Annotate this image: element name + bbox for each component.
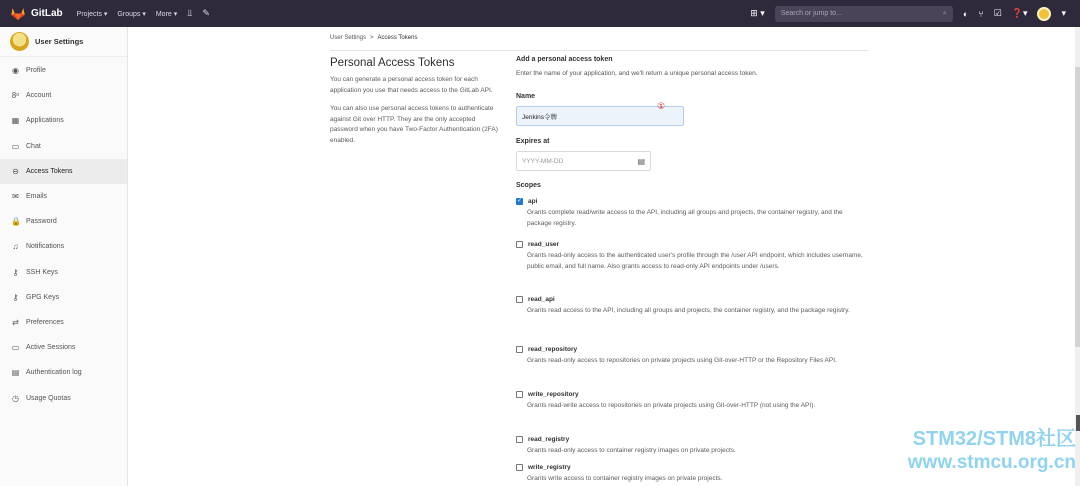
divider [330, 50, 869, 51]
watermark [848, 428, 1076, 474]
sidebar-title: User Settings [35, 37, 84, 46]
breadcrumb-separator: > [370, 35, 374, 41]
scope-description: Grants read access to the API, including all groups and projects, the container registry, and the package registry. [527, 307, 850, 314]
chevron-down-icon[interactable]: ▾ [1061, 8, 1066, 18]
scroll-marker [1076, 415, 1080, 431]
sidebar-item-label: Usage Quotas [26, 394, 71, 402]
sidebar-item-usage-quotas[interactable] [0, 386, 127, 411]
sidebar-item-label: Preferences [26, 319, 64, 326]
scope-name[interactable]: read_repository [528, 346, 578, 353]
scrollbar-thumb[interactable] [1075, 67, 1080, 347]
scope-header [516, 391, 868, 398]
sidebar-item-label: GPG Keys [26, 293, 60, 301]
sidebar-item-ssh-keys[interactable] [0, 260, 127, 285]
sidebar-item-label: Authentication log [26, 369, 82, 377]
scope-description: Grants read-only access to repositories on private projects using Git-over-HTTP or the Repository Files API. [527, 357, 837, 364]
scope-header [516, 464, 868, 471]
scope-read-registry [516, 436, 868, 456]
scope-checkbox[interactable] [516, 296, 523, 303]
avatar [10, 32, 29, 51]
sidebar-item-chat[interactable] [0, 134, 127, 159]
profile-icon: ◉ [12, 66, 19, 75]
new-item-plus-icon[interactable]: ⊞ ▾ [750, 8, 765, 18]
sidebar-item-password[interactable] [0, 209, 127, 234]
intro-paragraph-2fa: You can also use personal access tokens to authenticate against Git over HTTP. They are the only accepted password when you have Two-Factor Authentication (2FA) enabled. [330, 105, 498, 144]
issues-icon[interactable]: ◐ [962, 8, 969, 19]
sidebar-item-label: Password [26, 218, 57, 226]
sidebar-item-label: Emails [26, 193, 48, 200]
sidebar-item-label: Chat [26, 142, 41, 150]
expires-at-field[interactable] [516, 151, 651, 171]
sidebar-item-profile[interactable] [0, 58, 127, 83]
scope-read-repository [516, 346, 868, 366]
scope-checkbox[interactable] [516, 241, 523, 248]
form-title: Add a personal access token [516, 56, 613, 63]
sidebar-item-authentication-log[interactable] [0, 360, 127, 385]
intro-section [330, 57, 502, 146]
scope-checkbox[interactable] [516, 346, 523, 353]
chat-icon: ▭ [11, 141, 20, 151]
sidebar-item-account[interactable] [0, 83, 127, 108]
name-label: Name [516, 93, 536, 100]
brand-name: GitLab [31, 8, 63, 19]
scope-name[interactable]: read_user [528, 241, 560, 248]
sidebar-item-label: Active Sessions [26, 344, 76, 352]
token-form [516, 56, 868, 482]
settings-sidebar [0, 27, 128, 486]
scope-name[interactable]: read_registry [528, 436, 570, 443]
page-title: Personal Access Tokens [330, 57, 455, 69]
user-avatar[interactable] [1037, 7, 1051, 21]
sidebar-item-label: Notifications [26, 243, 65, 251]
search-icon: ⌕ [942, 9, 947, 17]
applications-icon: ▦ [11, 116, 20, 126]
activity-chart-icon[interactable]: ⫫ [187, 8, 193, 18]
scope-name[interactable]: read_api [528, 296, 555, 303]
top-navbar [0, 0, 1080, 27]
token-icon: ⊖ [12, 166, 19, 176]
scope-description: Grants write access to container registry images on private projects. [527, 475, 723, 482]
sidebar-item-emails[interactable] [0, 184, 127, 209]
sidebar-item-label: Access Tokens [26, 167, 73, 175]
help-icon[interactable]: ❓▾ [1011, 8, 1028, 18]
search-placeholder: Search or jump to... [780, 10, 842, 17]
merge-requests-icon[interactable]: ⑂ [978, 8, 984, 19]
scope-write-repository [516, 391, 868, 411]
scope-header [516, 241, 868, 248]
sidebar-item-active-sessions[interactable] [0, 335, 127, 360]
scope-checkbox[interactable] [516, 464, 523, 471]
scope-name[interactable]: api [528, 198, 538, 205]
scope-name[interactable]: write_registry [528, 464, 571, 471]
calendar-icon[interactable]: ▤ [637, 156, 645, 166]
breadcrumb [330, 35, 417, 41]
expires-placeholder: YYYY-MM-DD [522, 157, 564, 165]
scope-description: Grants read-write access to repositories on private projects using Git-over-HTTP (not using the API). [527, 402, 816, 409]
scope-checkbox[interactable] [516, 436, 523, 443]
admin-wrench-icon[interactable]: ✎ [202, 8, 210, 18]
scope-header [516, 296, 868, 303]
form-subtitle: Enter the name of your application, and we'll return a unique personal access token. [516, 70, 758, 77]
nav-projects[interactable]: Projects ▾ [76, 10, 108, 18]
scope-write-registry [516, 464, 868, 484]
sidebar-item-gpg-keys[interactable] [0, 285, 127, 310]
sidebar-item-label: SSH Keys [26, 268, 58, 276]
preferences-icon: ⇄ [12, 318, 19, 327]
monitor-icon: ▭ [11, 343, 20, 353]
scope-read-api [516, 296, 868, 316]
intro-paragraph: You can generate a personal access token for each application you use that needs access to the GitLab API. [330, 76, 493, 94]
scope-description: Grants read-only access to the authenticated user's profile through the /user API endpoint, which includes username, public email, and full name. Also grants access to read-only API endpoints under /users. [527, 252, 863, 271]
watermark-line-1: STM32/STM8社区 [912, 428, 1076, 450]
sidebar-item-label: Account [26, 92, 52, 100]
bell-icon: ♫ [12, 242, 19, 252]
nav-groups[interactable]: Groups ▾ [117, 10, 146, 18]
scope-header [516, 346, 868, 353]
lock-icon: 🔒 [11, 217, 21, 227]
gitlab-tanuki-icon [10, 6, 26, 21]
nav-more[interactable]: More ▾ [155, 10, 178, 18]
scope-header [516, 436, 868, 443]
todos-icon[interactable]: ☑ [993, 8, 1002, 18]
email-icon: ✉ [12, 192, 19, 201]
scope-read-user [516, 241, 868, 273]
scope-checkbox[interactable]: ✓ [516, 198, 523, 204]
scope-checkbox[interactable] [516, 391, 523, 398]
sidebar-item-applications[interactable] [0, 108, 127, 133]
search-input[interactable] [775, 6, 953, 22]
sidebar-item-label: Profile [26, 67, 46, 74]
scope-header [516, 198, 868, 205]
expires-label: Expires at [516, 138, 550, 145]
account-icon: 8ᵒ [11, 91, 20, 101]
sidebar-item-access-tokens[interactable] [0, 159, 127, 184]
log-icon: ▤ [11, 368, 20, 378]
breadcrumb-parent[interactable]: User Settings [330, 35, 367, 41]
token-name-field[interactable]: Jenkins令牌 [516, 106, 684, 126]
breadcrumb-current[interactable]: Access Tokens [377, 35, 418, 41]
scope-description: Grants read-only access to container registry images on private projects. [527, 447, 736, 454]
scope-description: Grants complete read/write access to the API, including all groups and projects, the container registry, and the package registry. [527, 209, 843, 228]
sidebar-item-label: Applications [26, 117, 64, 125]
scopes-label: Scopes [516, 182, 541, 189]
scope-name[interactable]: write_repository [528, 391, 579, 398]
annotation-marker: ① [657, 101, 666, 111]
sidebar-item-notifications[interactable] [0, 234, 127, 259]
watermark-line-2: www.stmcu.org.cn [907, 452, 1076, 473]
gitlab-logo[interactable] [10, 6, 63, 21]
key-icon: ⚷ [12, 292, 19, 302]
sidebar-item-preferences[interactable] [0, 310, 127, 335]
quota-icon: ◷ [12, 393, 19, 403]
key-icon: ⚷ [12, 267, 19, 277]
sidebar-header[interactable] [0, 27, 127, 57]
scope-api [516, 198, 868, 230]
